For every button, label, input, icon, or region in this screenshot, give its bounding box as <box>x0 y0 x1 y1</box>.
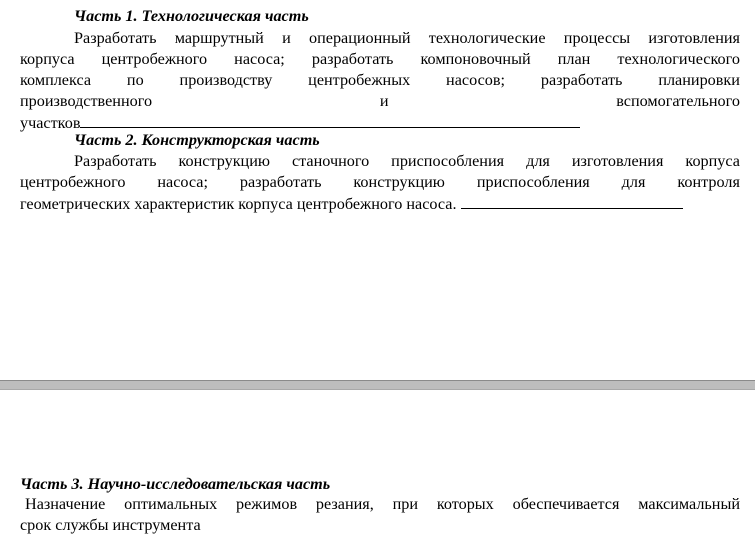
word: и <box>379 92 389 110</box>
part1-line-4 <box>20 91 740 112</box>
fill-in-underline <box>461 193 683 209</box>
word: конструкцию <box>353 173 445 191</box>
word: Назначение <box>25 495 106 513</box>
word: маршрутный <box>174 29 264 47</box>
word: станочного <box>291 152 370 170</box>
word: процессы <box>563 29 631 47</box>
word: операционный <box>309 29 411 47</box>
part3-heading: Часть 3. Научно-исследовательская часть <box>20 475 331 493</box>
word: технологические <box>428 29 546 47</box>
part3-line-2: срок службы инструмента <box>20 516 201 534</box>
word: планировки <box>658 71 740 89</box>
document-page-2 <box>0 390 755 546</box>
word: центробежного <box>101 50 208 68</box>
word: корпуса <box>685 152 740 170</box>
word: производству <box>179 71 273 89</box>
word: по <box>126 71 144 89</box>
part2-line-1 <box>74 151 740 172</box>
part1-line-5-text: участков <box>20 114 81 132</box>
word: центробежных <box>308 71 411 89</box>
word: насосов; <box>446 71 505 89</box>
part3-line-1 <box>25 494 740 515</box>
word: разработать <box>540 71 623 89</box>
word: Разработать <box>74 29 157 47</box>
word: разработать <box>311 50 394 68</box>
word: технологического <box>617 50 740 68</box>
part2-line-3 <box>20 193 740 214</box>
word: контроля <box>677 173 740 191</box>
word: конструкцию <box>178 152 270 170</box>
word: приспособления <box>476 173 590 191</box>
word: комплекса <box>20 71 92 89</box>
part1-heading: Часть 1. Технологическая часть <box>74 7 309 25</box>
fill-in-underline <box>80 112 580 128</box>
word: режимов <box>235 495 298 513</box>
page-break <box>0 380 755 390</box>
word: при <box>392 495 419 513</box>
word: для <box>621 173 646 191</box>
word: изготовления <box>648 29 740 47</box>
word: план <box>557 50 591 68</box>
word: центробежного <box>20 173 126 191</box>
word: которых <box>436 495 494 513</box>
word: разработать <box>239 173 322 191</box>
word: насоса; <box>157 173 208 191</box>
word: приспособления <box>391 152 505 170</box>
part1-line-2 <box>20 49 740 70</box>
word: Разработать <box>74 152 157 170</box>
part2-line-3-text: геометрических характеристик корпуса центробежного насоса. <box>20 195 457 213</box>
word: для <box>526 152 550 170</box>
word: вспомогательного <box>616 92 740 110</box>
word: производственного <box>20 92 153 110</box>
word: насоса; <box>234 50 285 68</box>
part1-line-1 <box>74 28 740 49</box>
word: и <box>282 29 291 47</box>
word: резания, <box>315 495 374 513</box>
word: корпуса <box>20 50 75 68</box>
word: обеспечивается <box>512 495 620 513</box>
word: компоновочный <box>420 50 531 68</box>
word: оптимальных <box>124 495 218 513</box>
word: изготовления <box>571 152 664 170</box>
part1-line-3 <box>20 70 740 91</box>
part2-line-2 <box>20 172 740 193</box>
part2-heading: Часть 2. Конструкторская часть <box>74 131 320 149</box>
word: максимальный <box>638 495 740 513</box>
